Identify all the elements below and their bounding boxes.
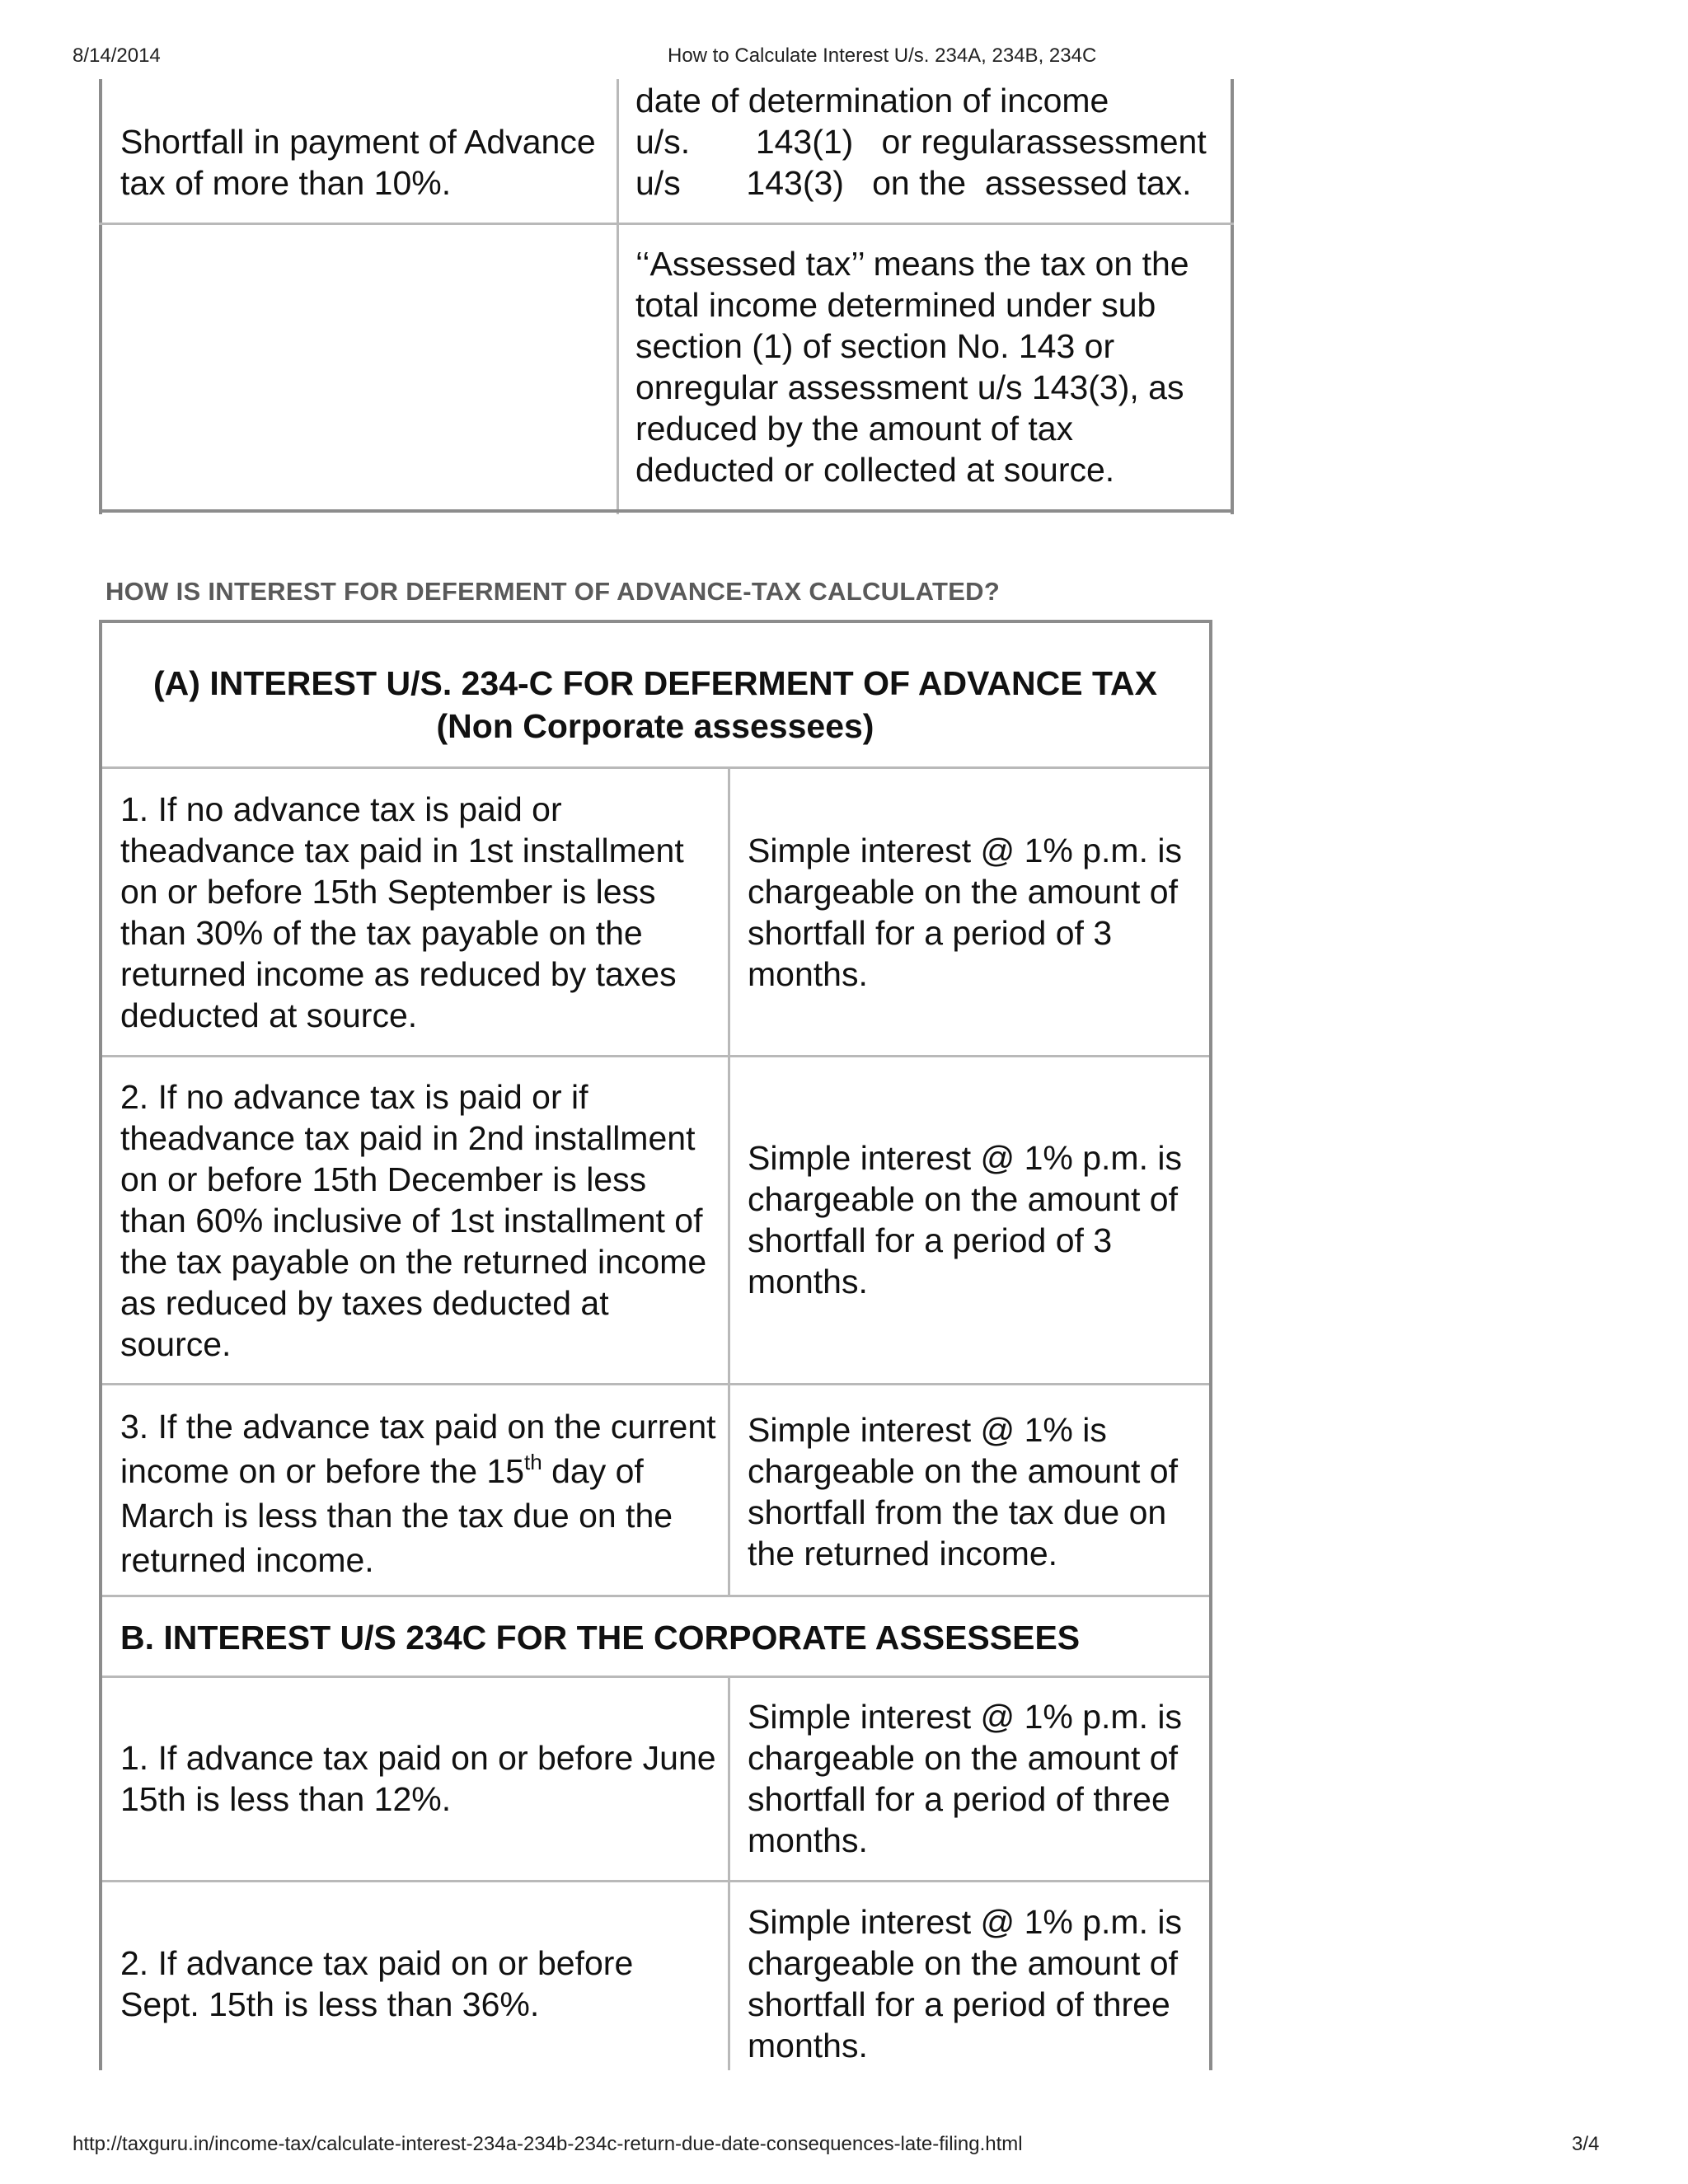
table-border-left bbox=[99, 79, 102, 514]
table-cell-condition: 1. If advance tax paid on or before June 15th is less than 12%. bbox=[120, 1739, 716, 1818]
table-heading-non-corporate: (A) INTEREST U/S. 234-C FOR DEFERMENT OF ADVANCE TAX (Non Corporate assessees) bbox=[153, 664, 1157, 745]
table-cell-condition: 3. If the advance tax paid on the current income on or before the 15th day of March is less than the tax due on the returned income. bbox=[120, 1408, 716, 1579]
table-border-top bbox=[99, 620, 1212, 623]
table-cell-definition: ‘‘Assessed tax’’ means the tax on the total income determined under sub section (1) of section No. 143 or onregular assessment u/s 143(3), as reduced by the amount of tax deducted or collected at source. bbox=[635, 245, 1189, 489]
table-cell-line: u/s 143(3) on the assessed tax. bbox=[635, 164, 1192, 202]
table-cell-condition: Shortfall in payment of Advance tax of more than 10%. bbox=[120, 123, 596, 202]
table-border-right bbox=[1231, 79, 1234, 514]
table-row-divider bbox=[102, 1880, 1209, 1882]
table-column-divider bbox=[728, 1677, 730, 2070]
section-heading: HOW IS INTEREST FOR DEFERMENT OF ADVANCE-TAX CALCULATED? bbox=[106, 577, 1001, 606]
table-row-divider bbox=[102, 1383, 1209, 1385]
print-page-title: How to Calculate Interest U/s. 234A, 234B, 234C bbox=[668, 45, 1097, 67]
table-cell-interest: Simple interest @ 1% is chargeable on the amount of shortfall from the tax due on the returned income. bbox=[748, 1411, 1178, 1572]
table-row-divider bbox=[99, 223, 1234, 225]
table-column-divider bbox=[728, 769, 730, 1596]
table-cell-condition: 2. If no advance tax is paid or if theadvance tax paid in 2nd installment on or before 15th December is less than 60% inclusive of 1st installment of the tax payable on the returned income as reduced by taxes deducted at source. bbox=[120, 1078, 707, 1363]
page-number: 3/4 bbox=[1572, 2133, 1600, 2155]
table-heading-corporate: B. INTEREST U/S 234C FOR THE CORPORATE ASSESSEES bbox=[120, 1619, 1081, 1657]
table-cell-line: u/s. 143(1) or regularassessment bbox=[635, 123, 1207, 161]
table-cell-condition: 2. If advance tax paid on or before Sept. 15th is less than 36%. bbox=[120, 1944, 634, 2023]
print-url: http://taxguru.in/income-tax/calculate-interest-234a-234b-234c-return-due-date-consequences-late-filing.html bbox=[73, 2133, 1023, 2155]
print-date: 8/14/2014 bbox=[73, 45, 161, 67]
table-border-left bbox=[99, 620, 102, 2070]
table-row-divider bbox=[102, 1675, 1209, 1678]
table-border-bottom bbox=[99, 509, 1234, 513]
table-cell-condition: 1. If no advance tax is paid or theadvance tax paid in 1st installment on or before 15th September is less than 30% of the tax payable on the returned income as reduced by taxes deducted at source. bbox=[120, 790, 684, 1034]
table-cell-interest: Simple interest @ 1% p.m. is chargeable on the amount of shortfall for a period of 3 months. bbox=[748, 1139, 1182, 1301]
table-cell-interest: Simple interest @ 1% p.m. is chargeable on the amount of shortfall for a period of three months. bbox=[748, 1903, 1182, 2064]
table-cell-line: date of determination of income bbox=[635, 82, 1109, 120]
table-border-right bbox=[1209, 620, 1212, 2070]
table-cell-consequence bbox=[635, 80, 1229, 204]
table-column-divider bbox=[617, 79, 619, 514]
table-row-divider bbox=[102, 1055, 1209, 1057]
table-row-divider bbox=[102, 766, 1209, 769]
table-cell-interest: Simple interest @ 1% p.m. is chargeable on the amount of shortfall for a period of 3 months. bbox=[748, 832, 1182, 993]
table-row-divider bbox=[102, 1595, 1209, 1597]
table-cell-interest: Simple interest @ 1% p.m. is chargeable on the amount of shortfall for a period of three months. bbox=[748, 1698, 1182, 1859]
